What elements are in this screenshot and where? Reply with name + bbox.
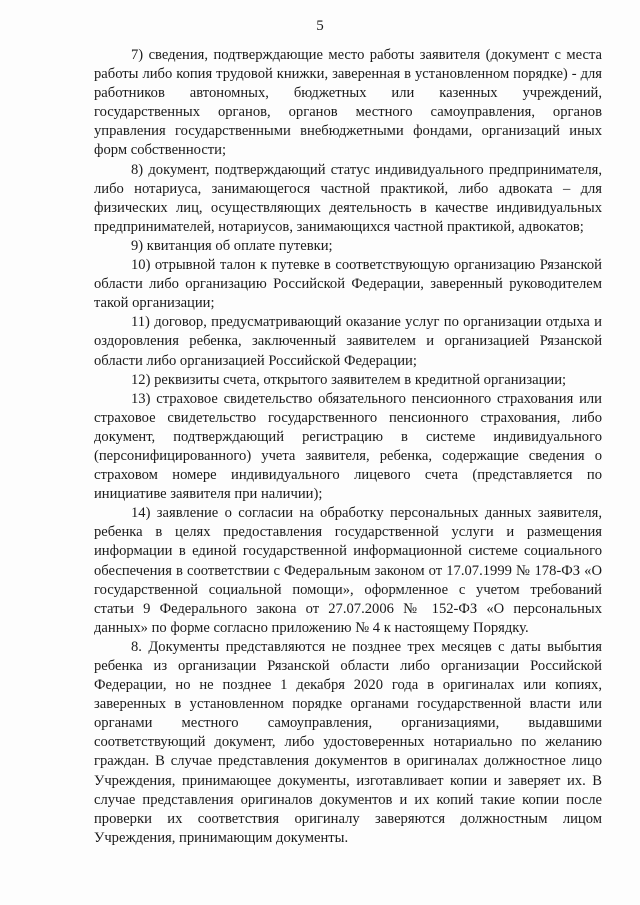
paragraph-section-8: 8. Документы представляются не позднее трех месяцев с даты выбытия ребенка из организации Рязанской области либо организации Российской Федерации, но не позднее 1 декабря 2020 года в оригиналах или копиях, заверенных в установленном порядке органами государственной власти или органами местного самоуправления, организациями, выдавшими соответствующий документ, либо удостоверенных нотариально по желанию граждан. В случае представления документов в оригиналах должностное лицо Учреждения, принимающее документы, изготавливает копии и заверяет их. В случае представления оригиналов документов и их копий такие копии после проверки их соответствия оригиналу заверяются должностным лицом Учреждения, принимающим документы. (94, 638, 602, 846)
paragraph-item-8: 8) документ, подтверждающий статус индивидуального предпринимателя, либо нотариуса, занимающегося частной практикой, либо адвоката – для физических лиц, осуществляющих деятельность в качестве индивидуальных предпринимателей, нотариусов, занимающихся частной практикой, адвокатов; (94, 161, 602, 235)
paragraph-item-10: 10) отрывной талон к путевке в соответствующую организацию Рязанской области либо организацию Российской Федерации, заверенный руководителем такой организации; (94, 257, 602, 312)
paragraph-item-14: 14) заявление о согласии на обработку персональных данных заявителя, ребенка в целях предоставления государственной услуги и размещения информации в единой государственной информационной системе социального обеспечения в соответствии с Федеральным законом от 17.07.1999 № 178-ФЗ «О государственной социальной помощи», оформленное с учетом требований статьи 9 Федерального закона от 27.07.2006 № 152-ФЗ «О персональных данных» по форме согласно приложению № 4 к настоящему Порядку. (94, 505, 602, 636)
paragraph-item-13: 13) страховое свидетельство обязательного пенсионного страхования или страховое свидетельство государственного пенсионного страхования, либо документ, подтверждающий регистрацию в системе индивидуального (персонифицированного) учета заявителя, ребенка, содержащие сведения о страховом номере индивидуального лицевого счета (представляется по инициативе заявителя при наличии); (94, 390, 602, 503)
paragraph-item-11: 11) договор, предусматривающий оказание услуг по организации отдыха и оздоровления ребенка, заключенный заявителем и организацией Рязанской области либо организацией Российской Федерации; (94, 314, 602, 369)
paragraph-item-12: 12) реквизиты счета, открытого заявителем в кредитной организации; (131, 371, 567, 388)
paragraph-item-7: 7) сведения, подтверждающие место работы заявителя (документ с места работы либо копия трудовой книжки, заверенная в установленном порядке) - для работников автономных, бюджетных или казенных учреждений, государственных органов, органов местного самоуправления, органов управления государственными внебюджетными фондами, организаций иных форм собственности; (94, 47, 602, 159)
paragraph-item-9: 9) квитанция об оплате путевки; (131, 237, 333, 254)
page-number: 5 (316, 18, 324, 34)
